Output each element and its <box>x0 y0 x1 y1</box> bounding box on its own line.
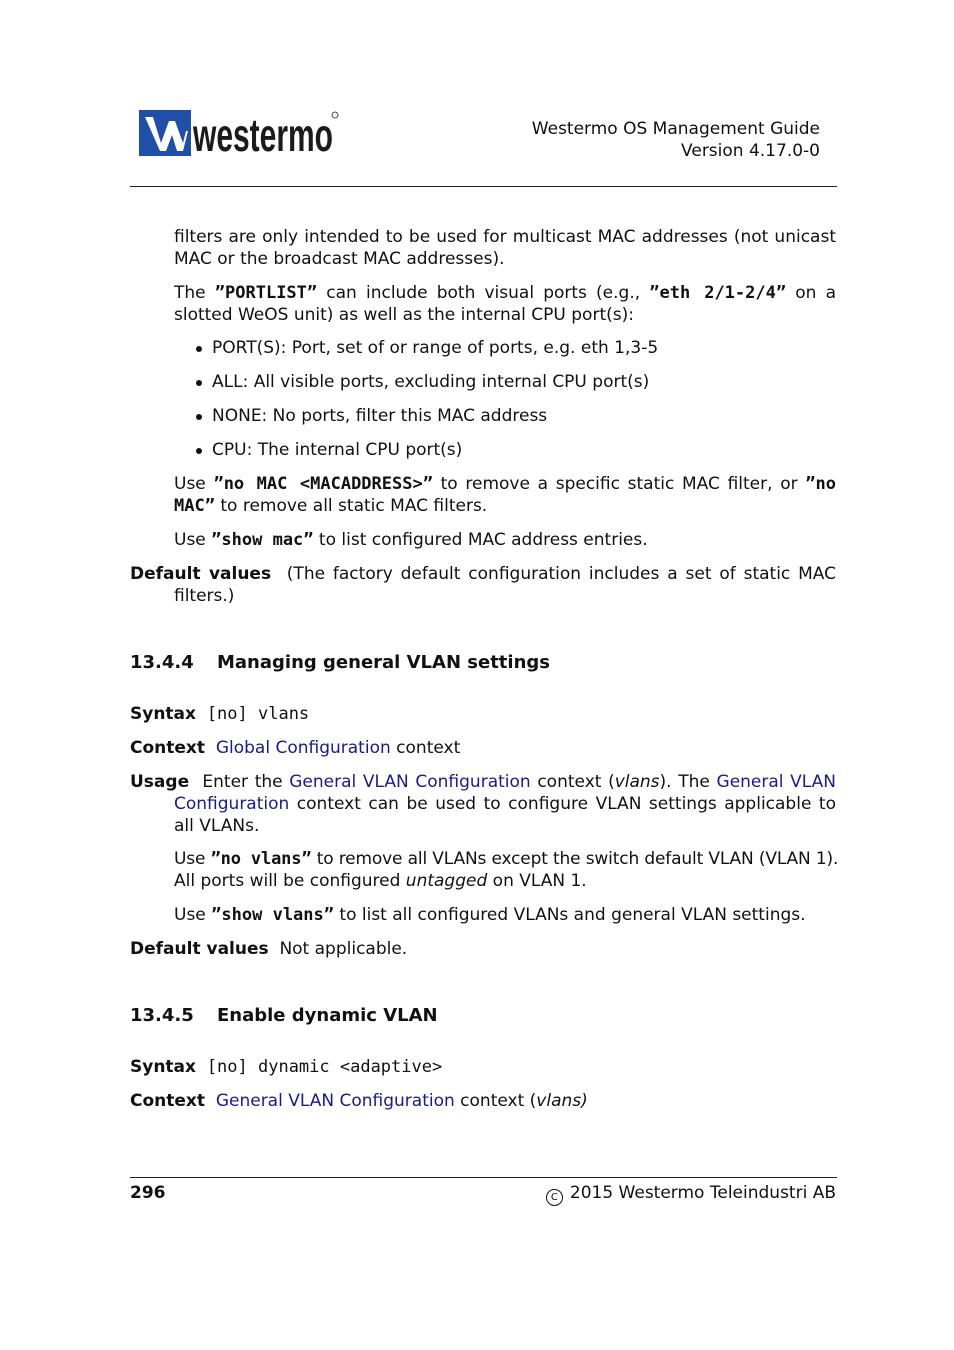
general-vlan-link-part2[interactable]: Configuration <box>174 794 290 814</box>
show-vlans-paragraph: Use ”show vlans” to list all configured VLANs and general VLAN settings. <box>174 905 806 925</box>
portlist-paragraph-line1: The ”PORTLIST” can include both visual ports (e.g., ”eth 2/1-2/4” on a <box>174 283 836 303</box>
context-row: Context Global Configuration context <box>130 738 461 758</box>
syntax-label: Syntax <box>130 704 196 724</box>
header-rule <box>130 186 837 187</box>
copyright-text: 2015 Westermo Teleindustri AB <box>569 1183 836 1203</box>
guide-title: Westermo OS Management Guide <box>531 119 820 139</box>
context-row: Context General VLAN Configuration context (vlans) <box>130 1091 588 1111</box>
usage-line3: all VLANs. <box>174 816 260 836</box>
bullet-dot <box>196 448 202 454</box>
guide-version: Version 4.17.0-0 <box>681 141 820 161</box>
no-mac-code-part1: ”no <box>805 474 836 494</box>
bullet-dot <box>196 380 202 386</box>
no-vlans-line2: All ports will be configured untagged on VLAN 1. <box>174 871 587 891</box>
no-mac-paragraph-line1: Use ”no MAC <MACADDRESS>” to remove a specific static MAC filter, or ”no <box>174 474 836 494</box>
syntax-value: [no] dynamic <adaptive> <box>206 1057 443 1077</box>
show-mac-paragraph: Use ”show mac” to list configured MAC address entries. <box>174 530 648 550</box>
no-mac-code-part2: MAC” <box>174 496 215 516</box>
logo-wordmark: westermo <box>192 109 333 161</box>
intro-paragraph-1: filters are only intended to be used for multicast MAC addresses (not unicast MAC or the broadcast MAC addresses). <box>174 227 836 269</box>
page-number: 296 <box>130 1183 166 1203</box>
no-mac-paragraph-line2: MAC” to remove all static MAC filters. <box>174 496 488 516</box>
default-values-label: Default values <box>130 939 269 959</box>
portlist-paragraph-line2: slotted WeOS unit) as well as the internal CPU port(s): <box>174 305 634 325</box>
syntax-row <box>130 1056 442 1078</box>
syntax-label: Syntax <box>130 1057 196 1077</box>
no-vlans-line1: Use ”no vlans” to remove all VLANs except the switch default VLAN (VLAN 1). <box>174 849 839 869</box>
context-label: Context <box>130 738 206 758</box>
copyright <box>546 1182 836 1206</box>
list-item: CPU: The internal CPU port(s) <box>212 440 463 460</box>
header-title-block <box>532 118 820 162</box>
context-label: Context <box>130 1091 206 1111</box>
list-item: ALL: All visible ports, excluding internal CPU port(s) <box>212 372 650 392</box>
section-heading-13-4-5 <box>130 1005 438 1027</box>
vlan-default-values: Default values Not applicable. <box>130 939 408 959</box>
default-values-label: Default values <box>130 564 272 584</box>
global-configuration-link[interactable]: Global Configuration <box>215 738 391 758</box>
general-vlan-link-part1[interactable]: General VLAN <box>716 772 837 792</box>
syntax-value: [no] vlans <box>206 704 310 724</box>
intro-default-values-line2: filters.) <box>174 586 235 606</box>
usage-line1: Usage Enter the General VLAN Configuration context (vlans). The General VLAN <box>130 772 837 792</box>
no-mac-address-code: ”no MAC <MACADDRESS>” <box>213 474 433 494</box>
general-vlan-configuration-link[interactable]: General VLAN Configuration <box>215 1091 455 1111</box>
eth-range-code: ”eth 2/1-2/4” <box>649 283 787 303</box>
intro-default-values-line1: Default values (The factory default configuration includes a set of static MAC <box>130 564 836 584</box>
footer-rule <box>130 1177 837 1178</box>
bullet-dot <box>196 414 202 420</box>
section-number: 13.4.4 <box>130 652 194 673</box>
usage-label: Usage <box>130 772 190 792</box>
bullet-dot <box>196 346 202 352</box>
usage-line2: Configuration context can be used to configure VLAN settings applicable to <box>174 794 836 814</box>
list-item: PORT(S): Port, set of or range of ports, e.g. eth 1,3-5 <box>212 338 659 358</box>
general-vlan-configuration-link[interactable]: General VLAN Configuration <box>289 772 531 792</box>
show-mac-code: ”show mac” <box>211 530 314 550</box>
section-heading-13-4-4 <box>130 652 550 674</box>
list-item: NONE: No ports, filter this MAC address <box>212 406 548 426</box>
section-title: Managing general VLAN settings <box>217 652 550 673</box>
section-number: 13.4.5 <box>130 1005 194 1026</box>
westermo-logo <box>139 109 339 161</box>
show-vlans-code: ”show vlans” <box>211 905 334 925</box>
copyright-icon: C <box>546 1189 563 1206</box>
no-vlans-code: ”no vlans” <box>210 849 312 869</box>
syntax-row <box>130 703 309 725</box>
portlist-code: ”PORTLIST” <box>214 283 318 303</box>
section-title: Enable dynamic VLAN <box>217 1005 438 1026</box>
